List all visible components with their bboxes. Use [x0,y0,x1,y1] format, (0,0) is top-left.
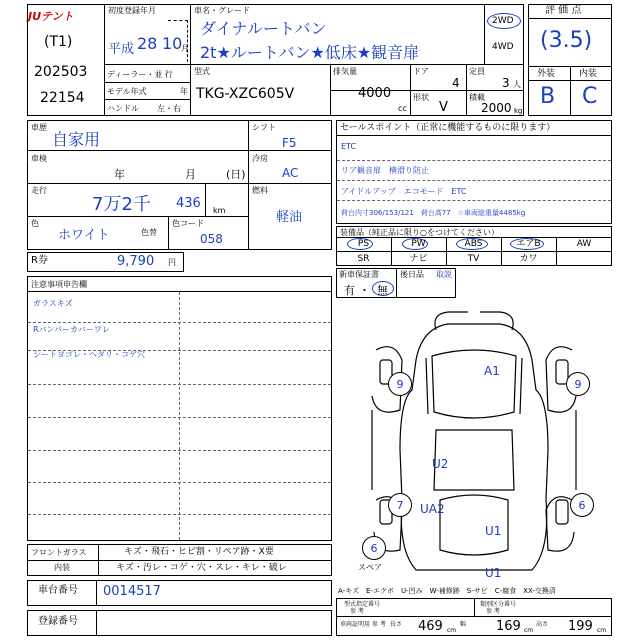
registration-label: 登録番号 [38,616,78,627]
equip-aw: AW [576,239,592,249]
handle-label: ハンドル [107,104,139,113]
color-change-label: 色替 [141,228,157,237]
sales-line-3: アイドルアップ エコモード ETC [341,187,467,196]
capacity-unit: 人 [513,80,521,89]
mark-a1: A1 [484,364,500,378]
later-value: 取説 [436,270,452,279]
category-label: 類別区分番号 [480,601,517,608]
mileage-value: 7万2千 [92,194,151,215]
model-year-unit: 年 [180,87,188,96]
rating-ext-label: 外装 [537,69,556,79]
warranty-label: 新車保証書 [339,270,379,279]
mileage-label: 走行 [31,186,47,195]
height-unit: cm [597,627,607,634]
color-value: ホワイト [58,228,110,243]
model-year-label: モデル年式 [107,87,147,96]
notes-line-1: ガラスキズ [33,299,73,308]
mark-u2: U2 [432,457,449,471]
fuel-label: 燃料 [252,186,268,195]
spare-label: スペア [358,563,382,572]
lot-prefix: (T1) [44,34,73,50]
equip-sr: SR [357,254,370,264]
logo [28,5,104,21]
first-reg-month: 10 [162,34,183,53]
recycle-box [27,252,184,272]
len-label: 長さ [390,621,403,628]
displacement-unit: cc [398,104,407,113]
sales-line-4: 荷台内寸306/153/121 荷台高77 ☆車両総重量4485kg [341,209,526,217]
later-label: 後日品 [400,270,424,279]
shaken-label: 車検 [31,154,47,163]
model-spec-ref: 参 考 [350,608,364,615]
first-reg-year: 28 [137,34,158,53]
warranty-sep: ・ [359,284,370,297]
load-value: 2000 [481,101,512,115]
equip-navi: ナビ [409,254,428,264]
length-label: 車両証明用 参 考 [340,621,386,628]
recycle-unit: 円 [168,258,176,267]
mark-u1-rear: U1 [485,566,502,580]
model-code-label: 型式 [194,67,210,76]
first-reg-label: 初度登録年月 [108,6,156,15]
history-label: 車歴 [31,123,47,132]
chassis-value: 0014517 [103,584,161,599]
mileage-unit: km [213,206,226,215]
notes-label: 注意事項申告欄 [31,280,87,289]
interior-value: キズ・汚レ・コゲ・穴・スレ・キレ・破レ [116,563,287,573]
color-code-value: 058 [200,232,223,246]
sales-line-2: リア観音扉 横滑り防止 [341,166,429,175]
car-name-label: 車名・グレード [194,6,250,15]
height-label: 高さ [536,621,549,628]
model-code-value: TKG-XZC605V [196,86,295,102]
circle-front-left: 9 [388,372,412,396]
warranty-yes: 有 [344,284,355,297]
equip-tv: TV [467,254,480,264]
ac-label: 冷房 [252,154,268,163]
rating-ext: B [540,84,556,109]
first-reg-era: 平成 [108,42,135,57]
first-reg-month-unit: 月 [181,44,189,53]
equip-pw: PW [411,239,426,249]
width-value: 169 [496,619,521,634]
doors-value: 4 [452,76,460,90]
legend: A-キズ E-エクボ U-凹み W-補修跡 S-サビ C-腐食 XX-交換済 [338,587,556,595]
sales-point-label: セールスポイント（正常に機能するものに限ります） [340,123,556,133]
front-glass-value: キズ・飛石・ヒビ割・リペア跡・X要 [124,547,274,557]
warranty-no: 無 [377,284,388,297]
mark-ua2: UA2 [420,502,445,516]
car-name-line2: 2t★ルートバン★低床★観音扉 [200,43,420,62]
capacity-value: 3 [502,76,510,90]
rating-score: (3.5) [540,28,593,53]
drive-2wd: 2WD [492,16,514,26]
height-value: 199 [568,619,593,634]
equip-leather: カワ [519,254,538,264]
mark-u1: U1 [485,524,502,538]
color-code-label: 色コード [172,219,204,228]
recycle-label: R券 [31,255,48,266]
equip-abs: ABS [464,239,483,249]
mileage-sub: 436 [176,196,201,211]
load-label: 積載 [469,93,485,102]
model-spec-label: 型式指定番号 [344,601,381,608]
shaken-year: 年 [114,168,125,181]
load-unit: kg [514,107,523,115]
shaken-month: 月 [185,168,196,181]
displacement-label: 排気量 [333,67,357,76]
rating-int-label: 内装 [579,69,598,79]
len-unit: cm [447,627,457,634]
notes-line-2: Rバンパーカバーワレ [33,325,110,334]
shift-label: シフト [252,123,276,132]
displacement-value: 4000 [358,86,392,101]
interior-label: 内装 [54,563,70,572]
history-value: 自家用 [52,130,101,149]
equip-airbag: エアB [516,239,541,249]
equip-ps: PS [357,239,370,249]
color-label: 色 [31,219,39,228]
shift-value: F5 [282,136,297,150]
car-name-line1: ダイナルートバン [200,19,327,38]
circle-rear-left: 7 [388,493,412,517]
lot-number: 22154 [40,90,85,106]
len-value: 469 [418,619,443,634]
width-unit: cm [524,627,534,634]
shape-label: 形状 [413,93,429,102]
circle-front-right: 9 [566,372,590,396]
capacity-label: 定員 [469,67,485,76]
ac-value: AC [282,166,299,180]
equipment-label: 装備品（純正品に限り○をつけてください） [340,228,499,237]
recycle-value: 9,790 [117,254,155,269]
shaken-day: (日) [226,168,246,181]
chassis-label: 車台番号 [38,585,78,596]
doors-label: ドア [413,67,429,76]
category-ref: 参 考 [486,608,500,615]
front-glass-label: フロントガラス [31,548,87,557]
notes-line-3: シートヨゴレ・ヘタリ・コゲ穴 [33,350,145,359]
sales-line-1: ETC [341,142,357,151]
width-label: 幅 [460,621,467,628]
rating-int: C [582,84,598,109]
circle-spare: 6 [362,536,386,560]
handle-value: 左・右 [157,104,181,113]
logo-text: JUテント [28,10,74,23]
shape-value: V [439,100,448,115]
fuel-value: 軽油 [276,210,303,225]
drive-4wd: 4WD [492,42,514,52]
rating-label: 評 価 点 [545,5,582,16]
auction-number: 202503 [34,64,88,80]
circle-rear-right: 6 [570,493,594,517]
dealer-label: ディーラー・並 行 [107,70,173,79]
